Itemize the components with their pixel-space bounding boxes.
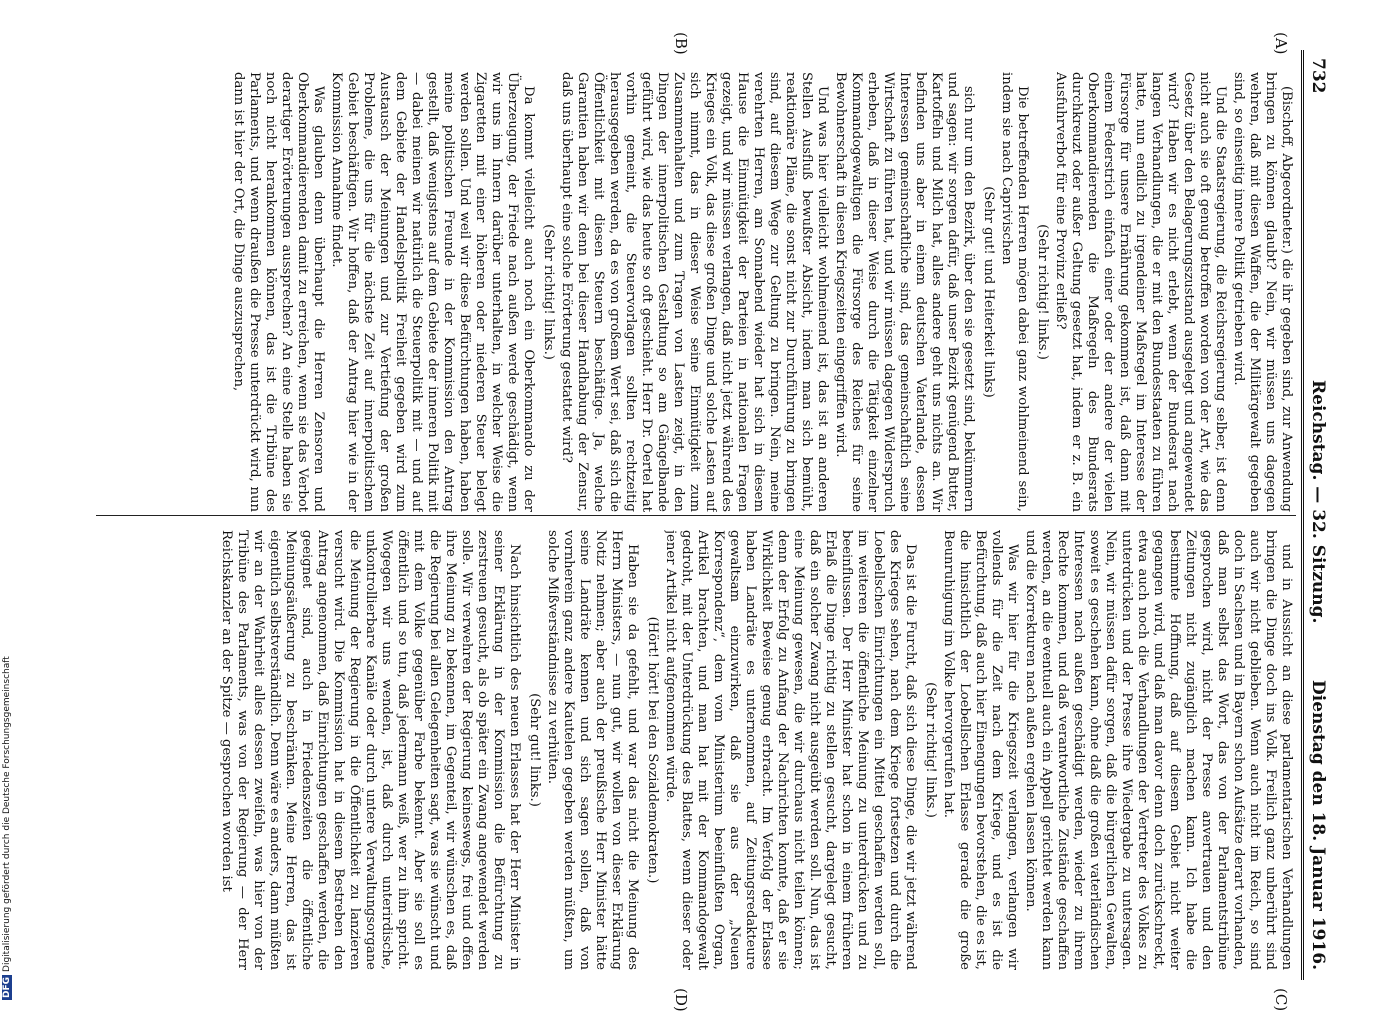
page-title: Reichstag. — 32. Sitzung.: [1308, 380, 1328, 624]
paragraph: Das ist die Furcht, daß sich diese Dinge, die wir jetzt während des Krieges sehen, nach dem Kriege fortsetzen und durch die Loebellschen Einrichtungen ein Mittel geschaffen werden soll, im weiteren die öffentliche Meinung zu unterdrücken und zu beeinflussen. Der Herr Minister hat schon in einem früheren Erlaß die Dinge richtig zu stellen gesucht, dargelegt gesucht, daß ein solcher Zwang nicht ausgeübt werden soll. Nun, das ist eine Meinung gewesen, die wir durchaus nicht teilen können; denn der Erfolg zu Anfang der Nachrichten konnte, daß er sie Wirklichkeit Beweise genug erbracht. Im Verfolg der Erlasse haben Landräte es unternommen, auf Zeitungsredakteure gewaltsam einzuwirken, daß sie aus der „Neuen Korrespondenz“, dem vom Ministerium beeinflußten Organ, Artikel brachten, und man hat mit der Kommandogewalt gedroht, mit der Unterdrückung des Blattes, wenn dieser oder jener Artikel nicht aufgenommen würde.: [663, 530, 918, 970]
paragraph: Was glauben denn überhaupt die Herren Zensoren und Oberkommandierenden damit zu erreichen, wenn sie das Verbot derartiger Erörterungen aussprechen? An eine Stelle haben sie noch nicht herankommen können, das ist die Tribüne des Parlaments, und wenn draußen die Presse unterdrückt wird, nun dann ist hier der Ort, die Dinge auszusprechen,: [231, 72, 326, 512]
interjection: (Hört! hört! bei den Sozialdemokraten.): [645, 616, 660, 884]
column-divider: [96, 515, 1296, 516]
margin-letter-c: (C): [1272, 988, 1290, 1012]
paragraph: Nach hinsichtlich des neuen Erlasses hat der Herr Minister in seiner Erklärung in der Kommission die Befürchtung zu zerstreuen gesucht, als ob später ein Zwang angewendet werden solle. Wir verwehren der Regierung keineswegs, frei und offen ihre Meinung zu bekennen, im Gegenteil, wir wünschen es, daß die Regierung bei allen Gelegenheiten sagt, was sie wünscht und mit dem Volke gegenüber Farbe bekennt. Aber sie soll es öffentlich und so tun, daß jedermann weiß, wer zu ihm spricht. Wogegen wir uns wenden, ist, daß durch unterirdische, unkontrollierbare Kanäle oder durch untere Verwaltungsorgane die Meinung der Regierung in die Öffentlichkeit zu lanzieren versucht wird. Die Kommission hat in diesem Bestreben den Antrag angenommen, daß Einrichtungen geschaffen werden, die geeignet sind, auch in Friedenszeiten die öffentliche Meinungsäußerung zu beschränken. Meine Herren, das ist eigentlich selbstverständlich. Denn wäre es anders, dann müßten wir an der Wahrheit alles dessen zweifeln, was hier von der Tribüne des Parlaments, was von der Regierung — der Herr Reichskanzler an der Spitze — gesprochen worden ist: [219, 530, 522, 970]
paragraph: Was wir hier für die Kriegszeit verlangen, verlangen wir vollends für die Zeit nach dem Kriege, und es ist die Befürchtung, daß auch hier Einengungen bevorstehen, die es ist, die hinsichtlich der Loebellschen Erlasse gerade die große Beunruhigung im Volke hervorgerufen hat.: [941, 530, 1020, 970]
interjection: (Sehr richtig! links.): [923, 682, 938, 818]
dfg-logo: DFG: [2, 976, 12, 998]
paragraph: Und die Staatsregierung, die Reichsregierung selber, ist denn nicht auch sie oft genug betroffen worden von der Art, wie das Gesetz über den Belagerungszustand ausgelegt und angewendet wird? Haben wir es nicht erlebt, wenn der Bundesrat nach langen Verhandlungen, die er mit den Bundesstaaten zu führen hatte, nun endlich zu irgendeiner Maßregel im Interesse der Fürsorge für unsere Ernährung gekommen ist, daß dann mit einem Federstrich einfach einer oder der andere der vielen Oberkommandierenden die Maßregeln des Bundesrats durchkreuzt oder außer Geltung gesetzt hat, indem er z. B. ein Ausfuhrverbot für eine Provinz erließ?: [1053, 72, 1228, 512]
paragraph: Und was hier vielleicht wohlmeinend ist, das ist an anderen Stellen Ausfluß bewußter Absicht, indem man sich bemüht, reaktionäre Pläne, die sonst nicht zur Durchführung zu bringen sind, auf diesem Wege zur Geltung zu bringen. Nein, meine verehrten Herren, am Sonnabend wieder hat sich in diesem Hause die Einmütigkeit der Parteien in nationalen Fragen gezeigt, und wir müssen verlangen, daß nicht jetzt während des Krieges ein Volk, das diese großen Dinge und solche Lasten auf sich nimmt, das in dieser Weise seine Einmütigkeit zum Zusammenhalten und zum Tragen von Lasten zeigt, in den Dingen der innerpolitischen Gestaltung so am Gängelbande geführt wird, wie das heute so oft geschieht. Herr Dr. Oertel hat vorhin gemeint, die Steuervorlagen sollten rechtzeitig herausgegeben werden, da es von großem Wert sei, daß sich die Öffentlichkeit mit diesen Steuern beschäftige. Ja, welche Garantien haben wir denn bei dieser Handhabung der Zensur, daß uns überhaupt eine solche Erörterung gestattet wird?: [559, 72, 830, 512]
document-page: [80, 32, 1330, 1012]
paragraph: Da kommt vielleicht auch noch ein Oberkommando zu der Überzeugung, der Friede nach außen werde geschädigt, wenn wir uns im Innern darüber unterhalten, in welcher Weise die Zigaretten mit einer höheren oder niederen Steuer belegt werden sollen. Und weil wir diese Befürchtungen haben, haben meine politischen Freunde in der Kommission den Antrag gestellt, daß wenigstens auf dem Gebiete der inneren Politik mit — dabei meinen wir natürlich die Steuerpolitik mit — und auf dem Gebiete der Handelspolitik Freiheit gegeben wird zum Austausch der Meinungen und zur Vertiefung der großen Probleme, die uns für die nächste Zeit auf innerpolitischem Gebiet beschäftigen. Wir hoffen, daß der Antrag hier wie in der Kommission Annahme findet.: [329, 72, 536, 512]
margin-letter-b: (B): [672, 32, 690, 55]
paragraph: und in Aussicht an diese parlamentarischen Verhandlungen bringen die Dinge doch ins Volk. Freilich ganz unberührt sind auch wir nicht geblieben. Wenn auch nicht im Reich, so sind doch in Sachsen und in Bayern schon Aufsätze derart vorhanden, daß man selbst das Wort, das von der Parlamentstribüne gesprochen wird, nicht der Presse anvertrauen und den Zeitungen nicht zugänglich machen kann. Ich habe die bestimmte Hoffnung, daß auf diesem Gebiet nicht weiter gegangen wird, und daß man davor denn doch zurückschreckt, etwa auch noch die Verhandlungen der Vertreter des Volkes zu unterdrücken und der Presse ihre Wiedergabe zu untersagen. Nein, wir müssen dafür sorgen, daß die bürgerlichen Gewalten, soweit es geschehen kann, ohne daß die großen vaterländischen Interessen nach außen geschädigt werden, wieder zu ihrem Rechte kommen, und daß verantwortliche Zustände geschaffen werden, an die eventuell auch ein Appell gerichtet werden kann und die Korrekturen nach außen ergehen lassen können.: [1023, 530, 1294, 970]
credit-text: Digitalisierung gefördert durch die Deutsche Forschungsgemeinschaft: [2, 656, 12, 972]
page-date: Dienstag den 18. Januar 1916.: [1308, 680, 1328, 970]
digitization-credit: [2, 600, 14, 1000]
interjection: (Sehr richtig! links.): [541, 224, 556, 360]
paragraph: Haben sie da gefehlt, und war das nicht die Meinung des Herrn Ministers, — nun gut, wir wollen von dieser Erklärung Notiz nehmen; aber auch der preußische Herr Minister hätte seine Landräte kennen und sich sagen sollen, daß von vornherein ganz andere Kautelen gegeben werden müßten, um solche Mißverständnisse zu verhüten.: [545, 530, 640, 970]
right-text-column: [99, 530, 1294, 970]
paragraph: (Bischoff, Abgeordneter.) die ihr gegeben sind, zur Anwendung bringen zu können glaubt? Nein, wir müssen uns dagegen wehren, daß mit diesen Waffen, die der Militärgewalt gegeben sind, so einseitig innere Politik getrieben wird.: [1231, 72, 1294, 512]
interjection: (Sehr gut! und Heiterkeit links): [981, 186, 996, 398]
left-text-column: [99, 72, 1294, 512]
margin-letter-d: (D): [672, 988, 690, 1012]
interjection: (Sehr gut! links.): [527, 693, 542, 807]
paragraph: Die betreffenden Herren mögen dabei ganz wohlmeinend sein, indem sie nach Caprivischen: [999, 72, 1030, 512]
page-header: [1301, 50, 1330, 980]
page-number: 732: [1308, 58, 1328, 94]
margin-letter-a: (A): [1272, 32, 1290, 55]
interjection: (Sehr richtig! links.): [1035, 224, 1050, 360]
paragraph: sich nur um den Bezirk, über den sie gesetzt sind, bekümmern und sagen: wir sorgen dafür, daß unser Bezirk genügend Butter, Kartoffeln und Milch hat, alles andere geht uns nichts an. Wir befinden uns aber in einem deutschen Vaterlande, dessen Interessen gemeinschaftliche sind, das gemeinschaftlich seine Wirtschaft zu führen hat, und wir müssen dagegen Widerspruch erheben, daß in dieser Weise durch die Tätigkeit einzelner Kommandogewaltigen die Fürsorge des Reiches für seine Bewohnerschaft in diesen Kriegszeiten eingegriffen wird.: [833, 72, 976, 512]
